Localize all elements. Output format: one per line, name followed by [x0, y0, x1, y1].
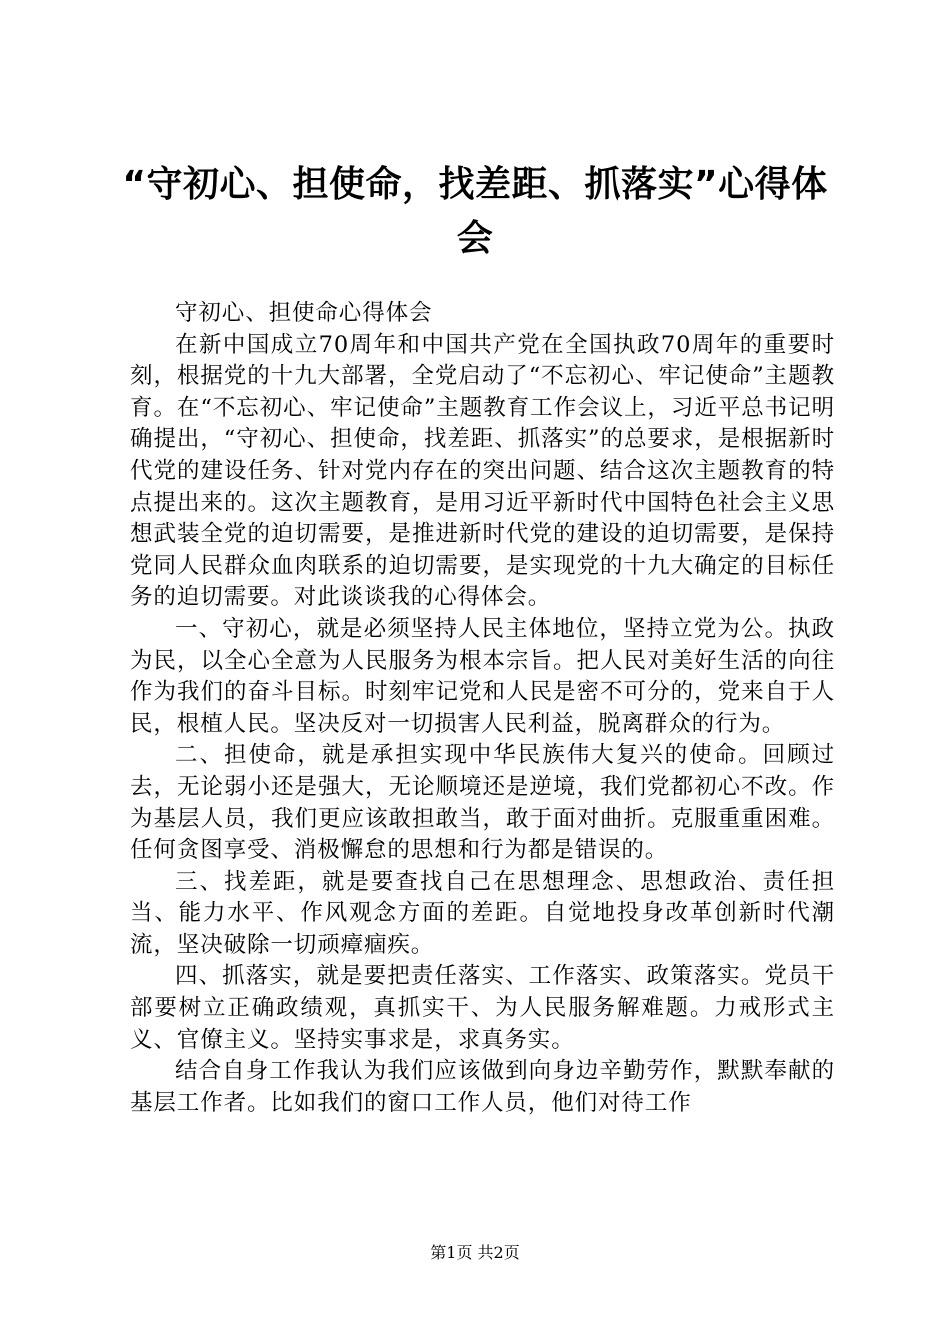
paragraph-section-4: 四、抓落实，就是要把责任落实、工作落实、政策落实。党员干部要树立正确政绩观，真抓实干、为人民服务解难题。力戒形式主义、官僚主义。坚持实事求是，求真务实。 [130, 963, 835, 1053]
paragraph-conclusion: 结合自身工作我认为我们应该做到向身边辛勤劳作，默默奉献的基层工作者。比如我们的窗口工作人员，他们对待工作 [130, 1058, 835, 1116]
paragraph-intro: 在新中国成立70周年和中国共产党在全国执政70周年的重要时刻，根据党的十九大部署，全党启动了“不忘初心、牢记使命”主题教育。在“不忘初心、牢记使命”主题教育工作会议上，习近平总书记明确提出，“守初心、担使命，找差距、抓落实”的总要求，是根据新时代党的建设任务、针对党内存在的突出问题、结合这次主题教育的特点提出来的。这次主题教育，是用习近平新时代中国特色社会主义思想武装全党的迫切需要，是推进新时代党的建设的迫切需要，是保持党同人民群众血肉联系的迫切需要，是实现党的十九大确定的目标任务的迫切需要。对此谈谈我的心得体会。 [130, 331, 835, 611]
page-footer: 第1页 共2页 [430, 1243, 520, 1262]
paragraph-section-2: 二、担使命，就是承担实现中华民族伟大复兴的使命。回顾过去，无论弱小还是强大，无论顺境还是逆境，我们党都初心不改。作为基层人员，我们更应该敢担敢当，敢于面对曲折。克服重重困难。任何贪图享受、消极懈怠的思想和行为都是错误的。 [130, 742, 835, 864]
paragraph-section-3: 三、找差距，就是要查找自己在思想理念、思想政治、责任担当、能力水平、作风观念方面的差距。自觉地投身改革创新时代潮流，坚决破除一切顽瘴痼疾。 [130, 868, 835, 958]
document-title: “守初心、担使命，找差距、抓落实”心得体会 [122, 164, 828, 259]
document-subtitle: 守初心、担使命心得体会 [175, 300, 433, 326]
document-body [130, 298, 835, 1119]
paragraph-section-1: 一、守初心，就是必须坚持人民主体地位，坚持立党为公。执政为民，以全心全意为人民服务为根本宗旨。把人民对美好生活的向往作为我们的奋斗目标。时刻牢记党和人民是密不可分的，党来自于人民，根植人民。坚决反对一切损害人民利益，脱离群众的行为。 [130, 615, 835, 737]
